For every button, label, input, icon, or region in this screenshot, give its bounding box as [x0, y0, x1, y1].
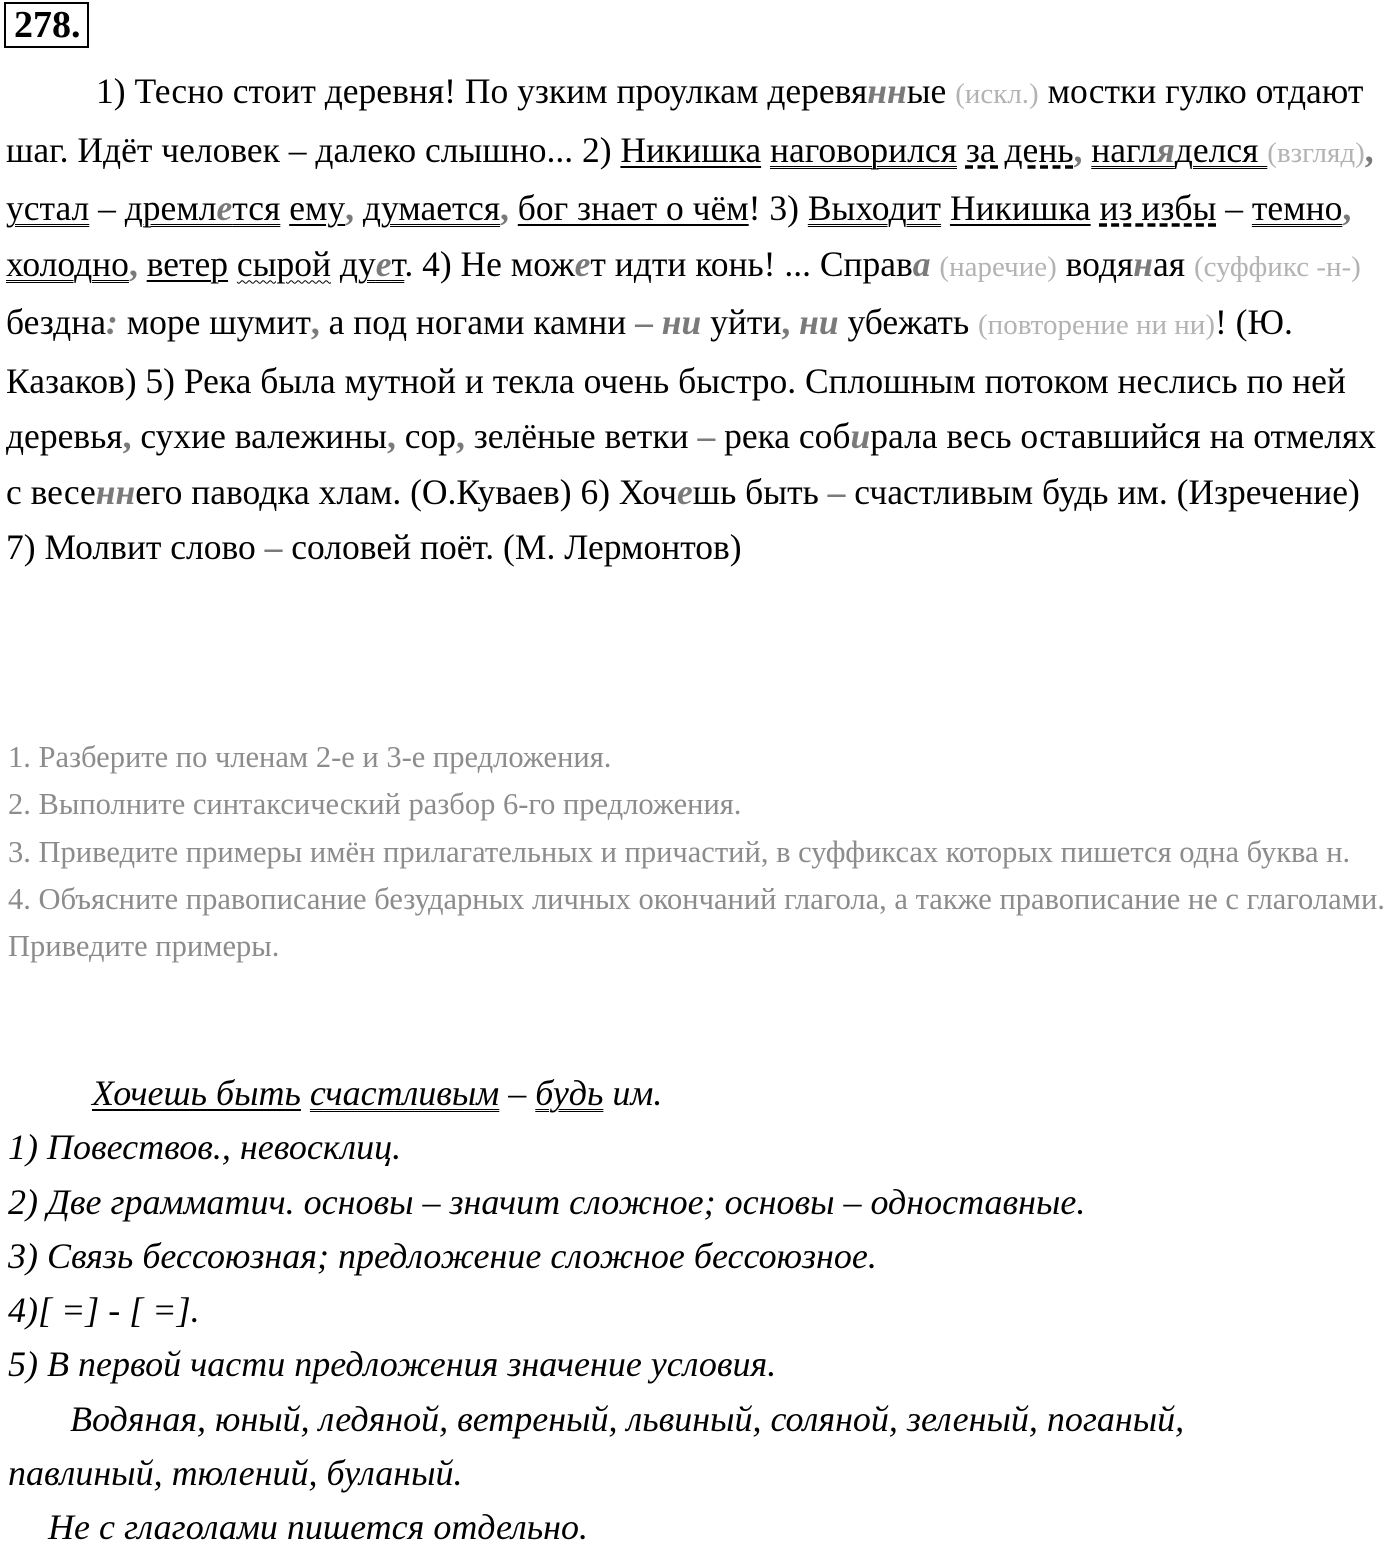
- predicate: холодно: [6, 243, 129, 284]
- predicate: дует: [339, 243, 405, 284]
- subject: Никишка: [620, 129, 762, 170]
- answer-line: Водяная, юный, ледяной, ветреный, львиный, соляной, зеленый, поганый,: [70, 1398, 1185, 1439]
- task-item: 3. Приведите примеры имён прилагательных и причастий, в суффиксах которых пишется одна буква н.: [8, 834, 1351, 869]
- adverbial: за день: [965, 129, 1074, 170]
- task-item: 1. Разберите по членам 2-е и 3-е предложения.: [8, 740, 612, 774]
- attribute: сырой: [236, 243, 332, 284]
- tasks-list: [8, 734, 1400, 970]
- predicate: темно: [1251, 188, 1343, 228]
- answer-line: Не с глаголами пишется отдельно.: [48, 1507, 588, 1548]
- answer-line: 1) Повествов., невосклиц.: [8, 1127, 402, 1168]
- answer-line: 4)[ =] - [ =].: [8, 1290, 200, 1331]
- subject: ветер: [146, 243, 229, 284]
- task-item: 4. Объясните правописание безударных личных окончаний глагола, а также правописание не с глаголами. Приведите примеры.: [8, 881, 1385, 964]
- subject: Никишка: [949, 188, 1091, 228]
- predicate: нагляделся: [1091, 129, 1268, 170]
- predicate: дремлется: [124, 188, 281, 228]
- subject: бог знает о чём: [517, 188, 749, 228]
- exercise-number: 278.: [4, 2, 89, 48]
- note: (наречие): [939, 250, 1057, 283]
- task-item: 2. Выполните синтаксический разбор 6-го предложения.: [8, 787, 742, 822]
- predicate: устал: [6, 188, 90, 228]
- predicate: Выходит: [807, 188, 942, 228]
- note: (повторение ни ни): [978, 309, 1215, 341]
- exercise-text: 1) Тесно стоит деревня! По узким проулкам деревянные (искл.) мостки гулко отдают шаг. Идёт человек – далеко слышно... 2) Никишка наговорился за день, нагляделся (взгляд), устал – дремлется ему, думается, бог знает о чём! 3) Выходит Никишка из избы – темно, холодно, ветер сырой дует. 4) Не может идти конь! ... Справа (наречие) водяная (суффикс -н-) бездна: море шумит, а под ногами камни – ни уйти, ни убежать (повторение ни ни)! (Ю. Казаков) 5) Река была мутной и текла очень быстро. Сплошным потоком неслись по ней деревья, сухие валежины, сор, зелёные ветки – река собирала весь оставшийся на отмелях с весеннего паводка хлам. (О.Куваев) 6) Хочешь быть – счастливым будь им. (Изречение) 7) Молвит слово – соловей поёт. (М. Лермонтов): [6, 71, 1377, 567]
- answer-line: 5) В первой части предложения значение условия.: [8, 1344, 777, 1385]
- note: (суффикс -н-): [1193, 250, 1361, 283]
- note: (искл.): [955, 78, 1039, 110]
- answer-line: 2) Две грамматич. основы – значит сложное; основы – одноставные.: [8, 1181, 1086, 1222]
- adverbial: из избы: [1099, 188, 1217, 228]
- answer-line: павлиный, тюлений, буланый.: [8, 1453, 463, 1494]
- predicate: думается: [362, 188, 501, 228]
- predicate: наговорился: [769, 129, 957, 170]
- object: ему: [289, 188, 346, 228]
- answer-block: [8, 1066, 1400, 1555]
- note: (взгляд): [1267, 136, 1365, 169]
- answer-sentence: Хочешь быть счастливым – будь им.: [92, 1073, 663, 1113]
- answer-line: 3) Связь бессоюзная; предложение сложное бессоюзное.: [8, 1235, 877, 1276]
